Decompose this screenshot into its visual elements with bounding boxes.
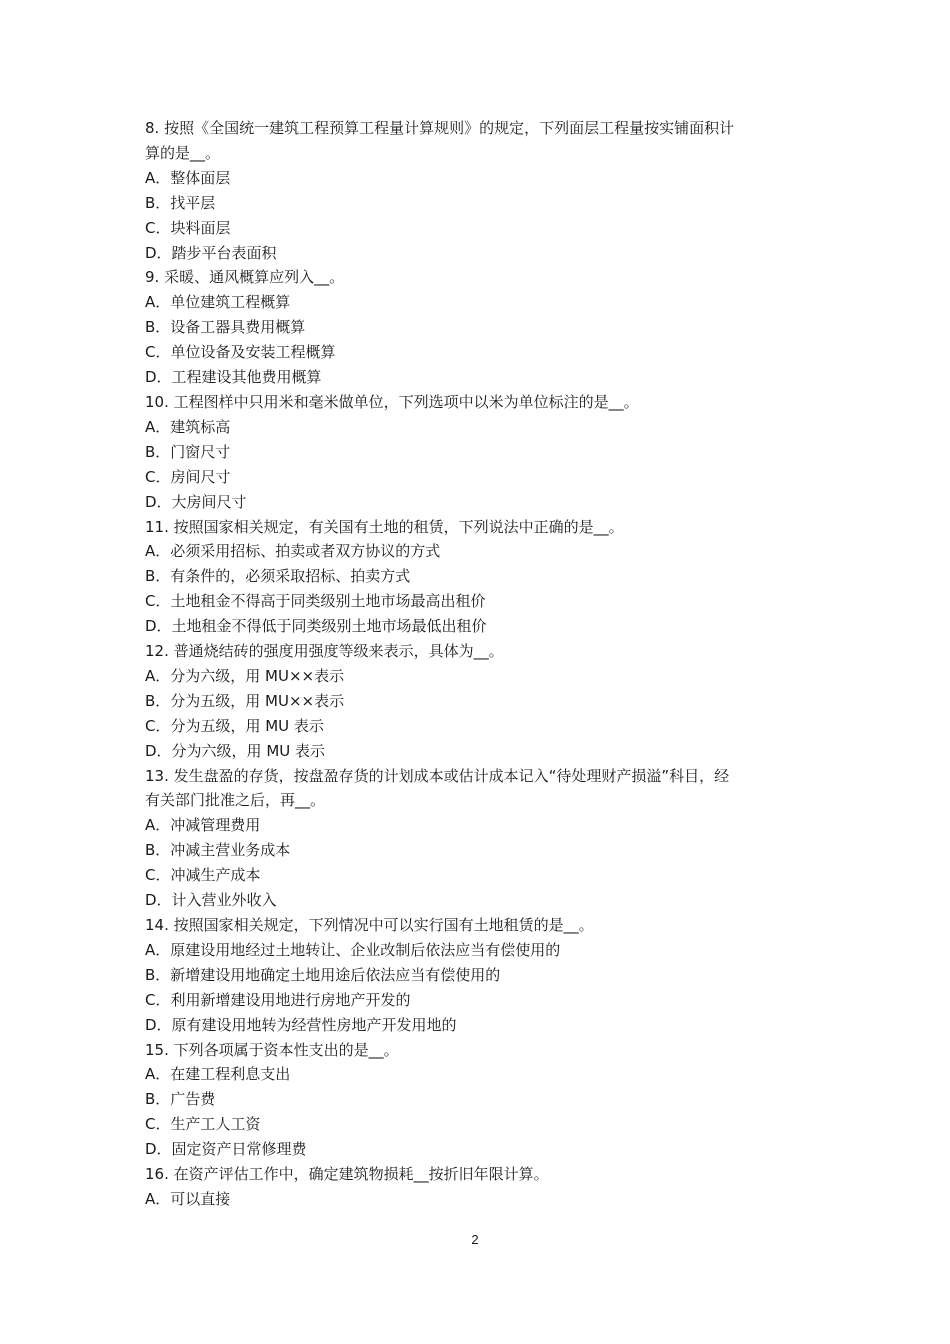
question-14-stem: 14. 按照国家相关规定，下列情况中可以实行国有土地租赁的是__。 — [145, 916, 594, 934]
option: A．建筑标高 — [145, 417, 231, 436]
option: A．整体面层 — [145, 168, 231, 187]
option: C．生产工人工资 — [145, 1115, 261, 1134]
option: C．房间尺寸 — [145, 467, 231, 486]
question-8-stem: 8. 按照《全国统一建筑工程预算工程量计算规则》的规定，下列面层工程量按实铺面积计 — [145, 119, 735, 137]
option: D．工程建设其他费用概算 — [145, 368, 322, 387]
document-body — [145, 116, 820, 1212]
option: C．利用新增建设用地进行房地产开发的 — [145, 990, 411, 1009]
option: D．大房间尺寸 — [145, 492, 247, 511]
question-16-stem: 16. 在资产评估工作中，确定建筑物损耗__按折旧年限计算。 — [145, 1165, 549, 1184]
option: B．有条件的，必须采取招标、拍卖方式 — [145, 567, 411, 586]
option: D．计入营业外收入 — [145, 891, 277, 910]
option: C．单位设备及安装工程概算 — [145, 343, 336, 362]
question-12-stem: 12. 普通烧结砖的强度用强度等级来表示，具体为__。 — [145, 642, 504, 661]
option: A．分为六级，用 MU××表示 — [145, 666, 345, 685]
option: D．原有建设用地转为经营性房地产开发用地的 — [145, 1015, 457, 1034]
question-9-stem: 9. 采暖、通风概算应列入__。 — [145, 268, 345, 287]
option: D．分为六级，用 MU 表示 — [145, 741, 326, 760]
option: C．冲减生产成本 — [145, 866, 261, 885]
question-13-stem-cont: 有关部门批准之后，再__。 — [145, 791, 326, 810]
option: A．冲减管理费用 — [145, 816, 261, 835]
option: A．单位建筑工程概算 — [145, 293, 291, 312]
page-number: 2 — [471, 1232, 479, 1247]
option: B．广告费 — [145, 1090, 216, 1109]
question-11-stem: 11. 按照国家相关规定，有关国有土地的租赁，下列说法中正确的是__。 — [145, 517, 624, 536]
question-15-stem: 15. 下列各项属于资本性支出的是__。 — [145, 1040, 399, 1059]
option: A．原建设用地经过土地转让、企业改制后依法应当有偿使用的 — [145, 940, 561, 959]
question-10-stem: 10. 工程图样中只用米和毫米做单位，下列选项中以米为单位标注的是__。 — [145, 392, 639, 411]
option: A．在建工程利息支出 — [145, 1065, 291, 1084]
option: B．冲减主营业务成本 — [145, 841, 291, 860]
option: C．分为五级，用 MU 表示 — [145, 716, 324, 735]
option: B．分为五级，用 MU××表示 — [145, 691, 345, 710]
option: B．找平层 — [145, 193, 216, 212]
option: A．必须采用招标、拍卖或者双方协议的方式 — [145, 542, 441, 561]
option: C．块料面层 — [145, 218, 231, 237]
option: B．门窗尺寸 — [145, 442, 231, 461]
option: D．踏步平台表面积 — [145, 243, 277, 262]
option: D．固定资产日常修理费 — [145, 1140, 307, 1159]
question-13-stem: 13. 发生盘盈的存货，按盘盈存货的计划成本或估计成本记入“待处理财产损溢”科目，经 — [145, 766, 730, 785]
option: B．设备工器具费用概算 — [145, 318, 306, 337]
option: D．土地租金不得低于同类级别土地市场最低出租价 — [145, 617, 487, 636]
option: C．土地租金不得高于同类级别土地市场最高出租价 — [145, 592, 486, 611]
option: B．新增建设用地确定土地用途后依法应当有偿使用的 — [145, 965, 501, 984]
question-8-stem-cont: 算的是__。 — [145, 143, 221, 162]
option: A．可以直接 — [145, 1189, 231, 1208]
